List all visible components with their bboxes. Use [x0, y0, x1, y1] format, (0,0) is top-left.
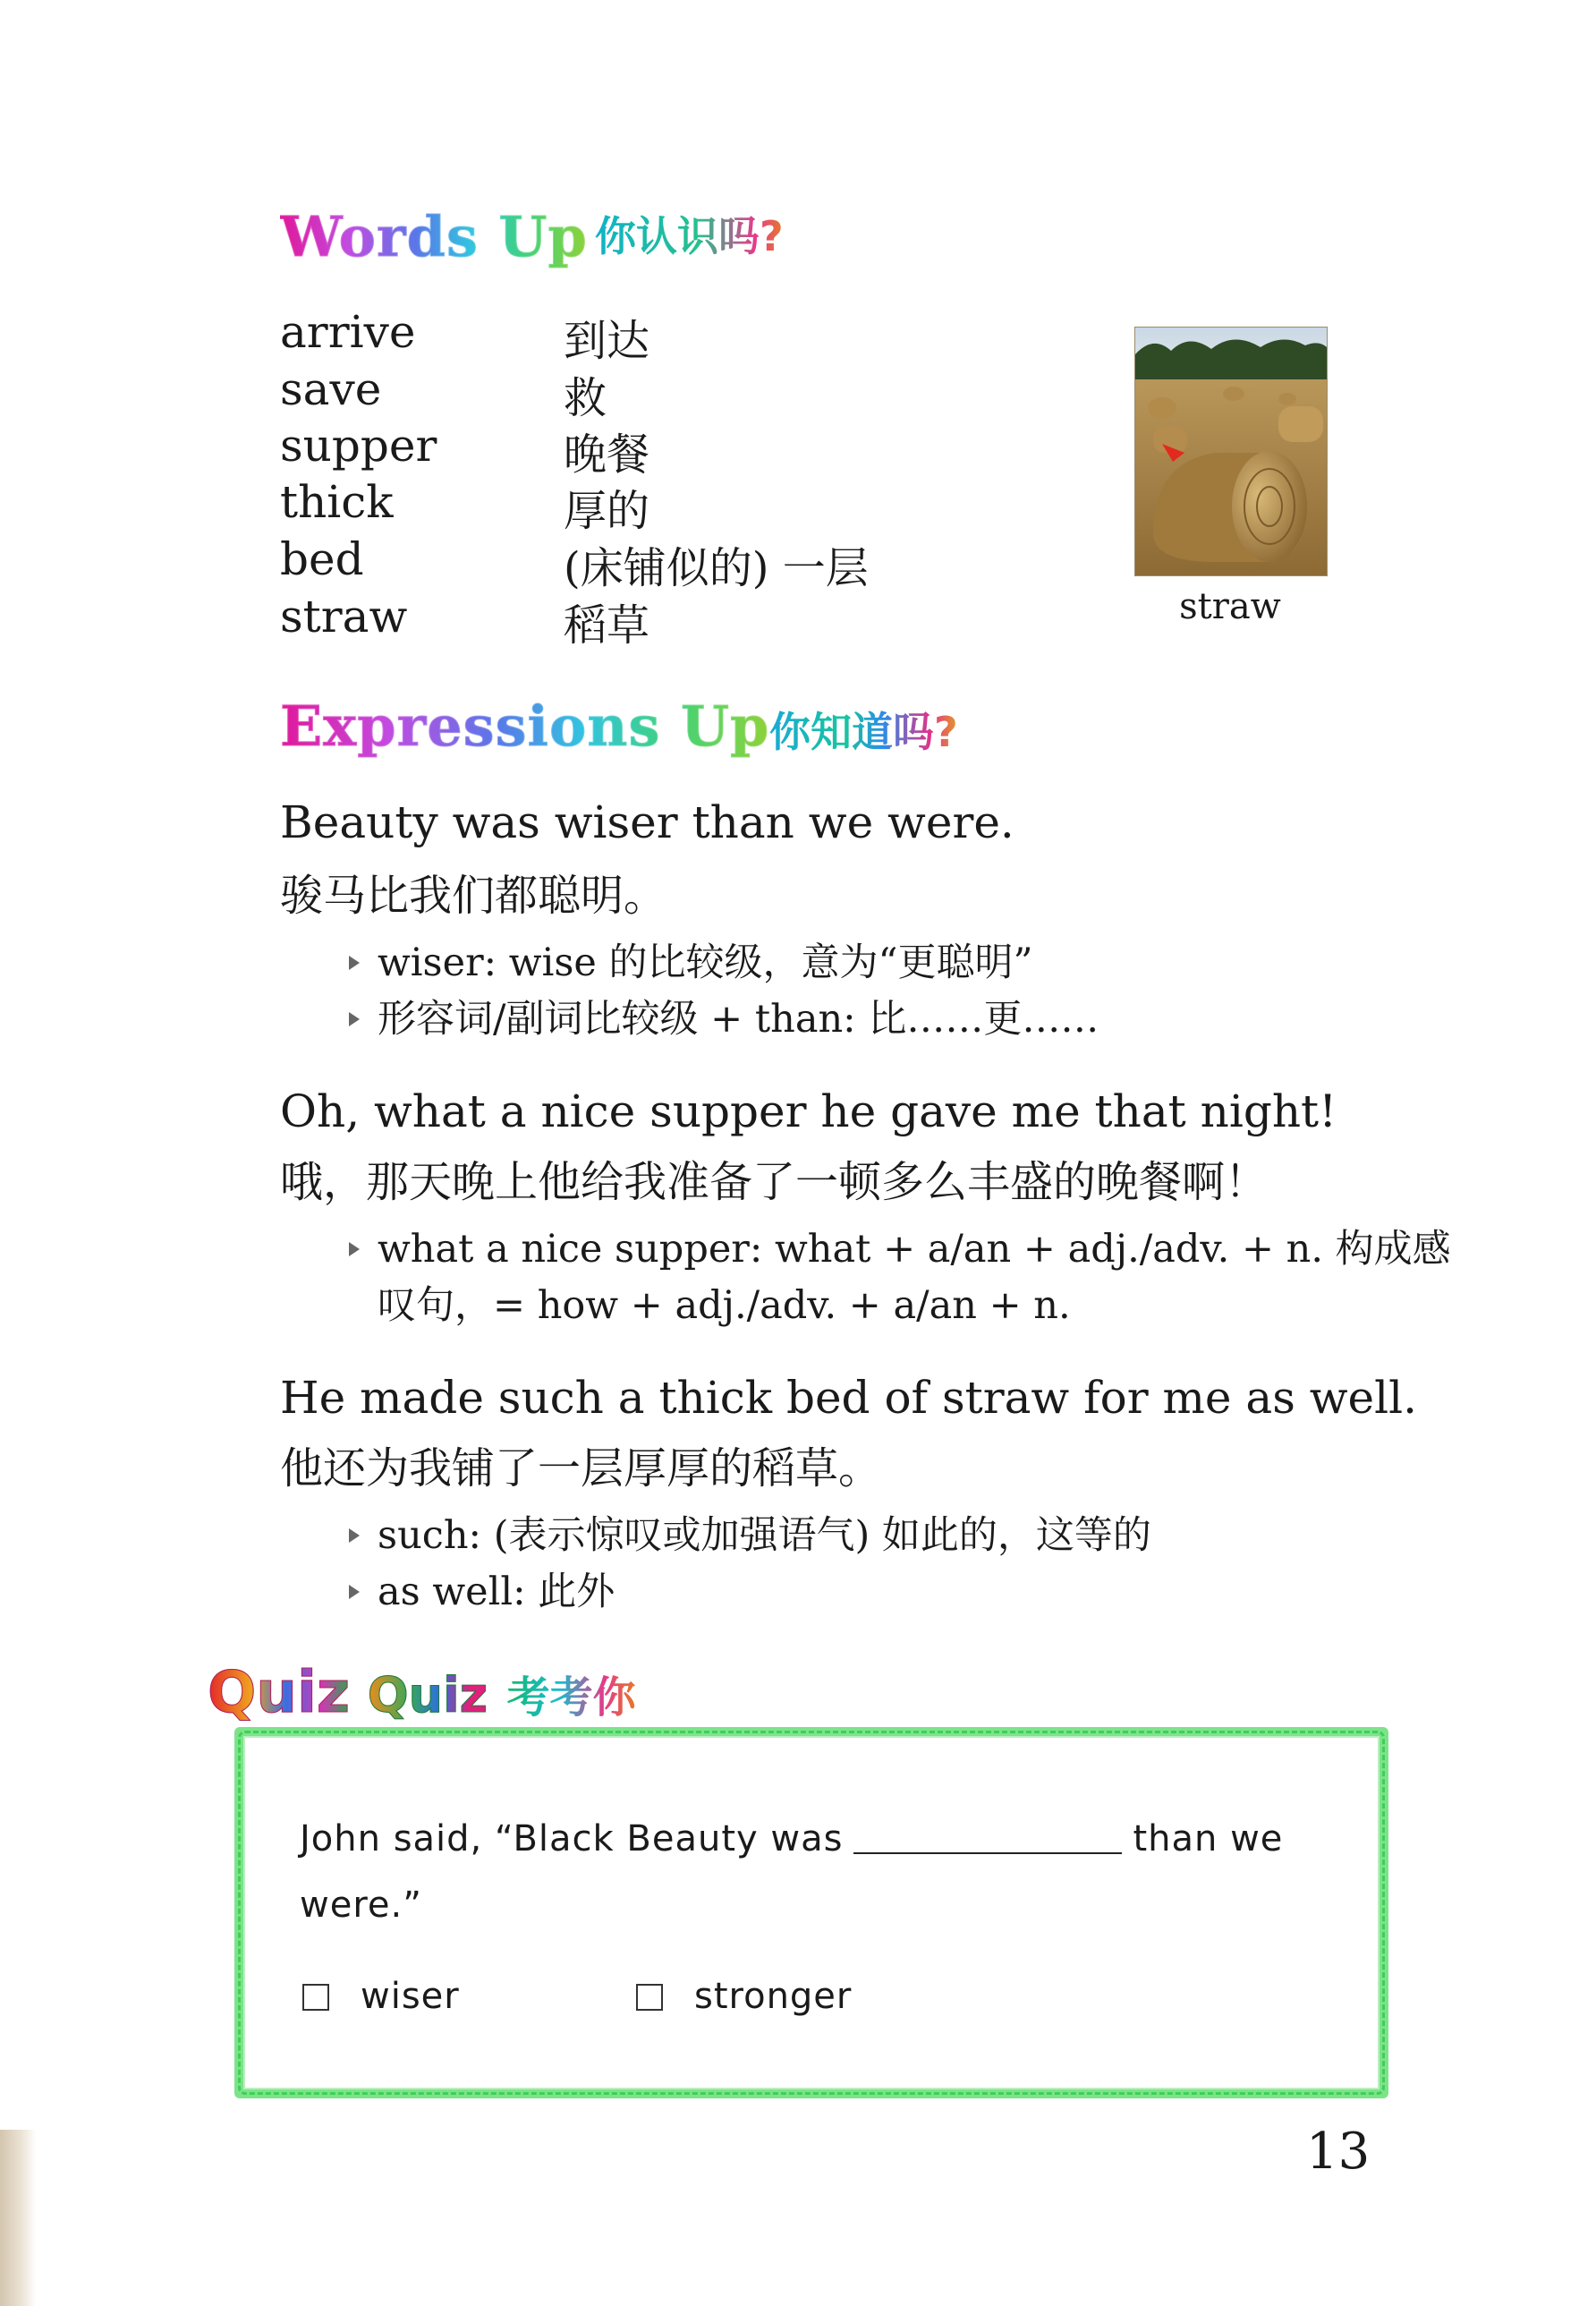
- vocab-row: [280, 306, 996, 366]
- vocab-english: straw: [280, 591, 408, 642]
- expressions-up-title: Expressions Up: [280, 694, 770, 759]
- photo-caption: straw: [1179, 586, 1281, 627]
- hay-bale-illustration: [1135, 328, 1327, 575]
- option-checkbox-stronger[interactable]: [636, 1984, 663, 2011]
- expression-note: [349, 989, 1099, 1043]
- note-text: such: (表示惊叹或加强语气) 如此的，这等的: [378, 1513, 1151, 1558]
- vocab-row: [280, 533, 996, 591]
- expression-sentence: Beauty was wiser than we were.: [280, 796, 1014, 848]
- vocab-english: thick: [280, 476, 394, 528]
- expression-note: [349, 1561, 615, 1616]
- option-label-stronger: stronger: [694, 1976, 853, 2017]
- option-checkbox-wiser[interactable]: [302, 1984, 329, 2011]
- bullet-triangle-icon: [349, 1012, 360, 1026]
- expression-translation: 骏马比我们都聪明。: [280, 871, 667, 921]
- bullet-triangle-icon: [349, 956, 360, 970]
- expression-note: [349, 932, 1033, 987]
- quiz-question-part3: were.”: [300, 1885, 422, 1926]
- quiz-question-part1: John said, “Black Beauty was: [300, 1818, 844, 1859]
- note-text: wiser: wise 的比较级，意为“更聪明”: [378, 940, 1033, 985]
- expression-sentence: He made such a thick bed of straw for me as well.: [280, 1372, 1418, 1424]
- bullet-triangle-icon: [349, 1528, 360, 1543]
- quiz-title-a: Quiz: [208, 1660, 351, 1726]
- page-number: 13: [1306, 2123, 1371, 2181]
- quiz-question-line1: [300, 1818, 1283, 1859]
- vocab-english: arrive: [280, 306, 416, 358]
- vocab-chinese: 晚餐: [564, 430, 650, 480]
- expression-translation: 哦，那天晚上他给我准备了一顿多么丰盛的晚餐啊！: [280, 1157, 1269, 1207]
- option-label-wiser: wiser: [361, 1976, 460, 2017]
- straw-photo: [1134, 327, 1328, 576]
- expression-note-continued: 叹句，= how + adj./adv. + a/an + n.: [378, 1283, 1071, 1328]
- answer-blank[interactable]: [853, 1818, 1122, 1854]
- quiz-subtitle: 考考你: [506, 1672, 636, 1723]
- vocab-row: [280, 420, 996, 480]
- vocab-english: bed: [280, 533, 364, 585]
- expression-note: [349, 1219, 1451, 1273]
- vocab-row: [280, 363, 996, 421]
- words-up-subtitle: 你认识吗?: [595, 204, 784, 263]
- quiz-question-part2: than we: [1133, 1818, 1284, 1859]
- vocab-row: [280, 476, 996, 536]
- vocab-chinese: (床铺似的) 一层: [564, 543, 869, 593]
- vocab-chinese: 厚的: [564, 486, 650, 536]
- vocab-row: [280, 591, 996, 651]
- quiz-title-b: Quiz: [367, 1667, 488, 1723]
- vocab-chinese: 到达: [564, 316, 650, 366]
- words-up-title: Words Up: [280, 204, 588, 269]
- note-text: 形容词/副词比较级 + than: 比……更……: [378, 997, 1099, 1042]
- bullet-triangle-icon: [349, 1242, 360, 1256]
- note-text: what a nice supper: what + a/an + adj./adv. + n. 构成感: [378, 1227, 1451, 1272]
- bullet-triangle-icon: [349, 1585, 360, 1599]
- quiz-header: [208, 1660, 636, 1726]
- note-text: as well: 此外: [378, 1570, 615, 1614]
- vocab-chinese: 救: [564, 373, 607, 423]
- page-edge-shadow: [0, 2130, 36, 2306]
- vocab-english: supper: [280, 420, 437, 472]
- vocab-english: save: [280, 363, 382, 415]
- vocab-chinese: 稻草: [564, 600, 650, 651]
- expression-translation: 他还为我铺了一层厚厚的稻草。: [280, 1443, 882, 1493]
- expression-note: [349, 1505, 1151, 1560]
- expressions-up-subtitle: 你知道吗?: [769, 700, 958, 759]
- expression-sentence: Oh, what a nice supper he gave me that night!: [280, 1085, 1337, 1137]
